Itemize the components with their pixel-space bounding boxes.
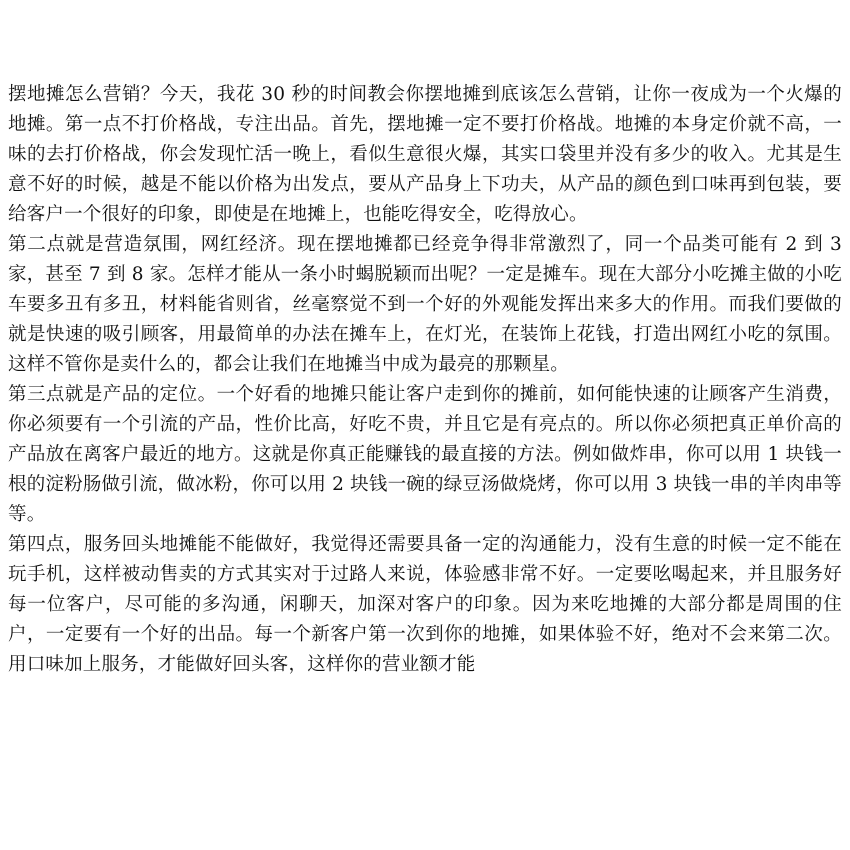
document-body [8,80,842,680]
paragraph-3: 第三点就是产品的定位。一个好看的地摊只能让客户走到你的摊前，如何能快速的让顾客产生消费，你必须要有一个引流的产品，性价比高，好吃不贵，并且它是有亮点的。所以你必须把真正单价高的产品放在离客户最近的地方。这就是你真正能赚钱的最直接的方法。例如做炸串，你可以用 1 块钱一根的淀粉肠做引流，做冰粉，你可以用 2 块钱一碗的绿豆汤做烧烤，你可以用 3 块钱一串的羊肉串等等。 [8,384,842,525]
paragraph-1: 摆地摊怎么营销？今天，我花 30 秒的时间教会你摆地摊到底该怎么营销，让你一夜成为一个火爆的地摊。第一点不打价格战，专注出品。首先，摆地摊一定不要打价格战。地摊的本身定价就不高，一味的去打价格战，你会发现忙活一晚上，看似生意很火爆，其实口袋里并没有多少的收入。尤其是生意不好的时候，越是不能以价格为出发点，要从产品身上下功夫，从产品的颜色到口味再到包装，要给客户一个很好的印象，即使是在地摊上，也能吃得安全，吃得放心。 [8,84,842,225]
paragraph-2: 第二点就是营造氛围，网红经济。现在摆地摊都已经竞争得非常激烈了，同一个品类可能有 2 到 3 家，甚至 7 到 8 家。怎样才能从一条小时蝎脱颖而出呢？一定是摊车。现在大部分小吃摊主做的小吃车要多丑有多丑，材料能省则省，丝毫察觉不到一个好的外观能发挥出来多大的作用。而我们要做的就是快速的吸引顾客，用最简单的办法在摊车上，在灯光，在装饰上花钱，打造出网红小吃的氛围。这样不管你是卖什么的，都会让我们在地摊当中成为最亮的那颗星。 [8,234,842,375]
paragraph-4: 第四点，服务回头地摊能不能做好，我觉得还需要具备一定的沟通能力，没有生意的时候一定不能在玩手机，这样被动售卖的方式其实对于过路人来说，体验感非常不好。一定要吆喝起来，并且服务好每一位客户，尽可能的多沟通，闲聊天，加深对客户的印象。因为来吃地摊的大部分都是周围的住户，一定要有一个好的出品。每一个新客户第一次到你的地摊，如果体验不好，绝对不会来第二次。用口味加上服务，才能做好回头客，这样你的营业额才能 [8,534,842,675]
